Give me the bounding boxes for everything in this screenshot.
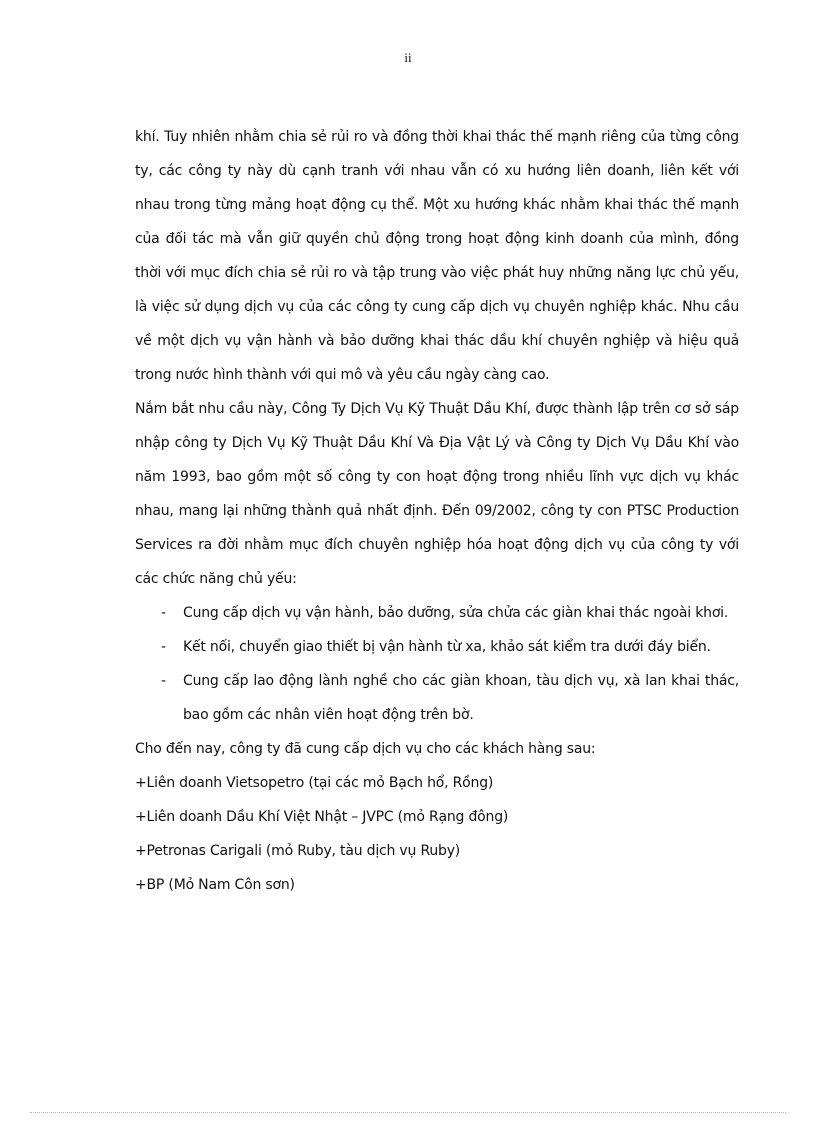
page-body bbox=[135, 120, 739, 902]
client-line: +Liên doanh Vietsopetro (tại các mỏ Bạch hổ, Rồng) bbox=[135, 775, 494, 791]
list-item bbox=[135, 630, 739, 664]
list-item-text: Kết nối, chuyển giao thiết bị vận hành từ xa, khảo sát kiểm tra dưới đáy biển. bbox=[183, 639, 711, 655]
list-item bbox=[135, 596, 739, 630]
page-bottom-border bbox=[30, 1112, 786, 1113]
paragraph-intro: khí. Tuy nhiên nhằm chia sẻ rủi ro và đồng thời khai thác thế mạnh riêng của từng công ty, các công ty này dù cạnh tranh với nhau vẫn có xu hướng liên doanh, liên kết với nhau trong từng mảng hoạt động cụ thể. Một xu hướng khác nhằm khai thác thế mạnh của đối tác mà vẫn giữ quyền chủ động trong hoạt động kinh doanh của mình, đồng thời với mục đích chia sẻ rủi ro và tập trung vào việc phát huy những năng lực chủ yếu, là việc sử dụng dịch vụ của các công ty cung cấp dịch vụ chuyên nghiệp khác. Nhu cầu về một dịch vụ vận hành và bảo dưỡng khai thác dầu khí chuyên nghiệp và hiệu quả trong nước hình thành với qui mô và yêu cầu ngày càng cao. bbox=[135, 129, 739, 383]
clients-intro: Cho đến nay, công ty đã cung cấp dịch vụ cho các khách hàng sau: bbox=[135, 741, 596, 757]
client-line: +Petronas Carigali (mỏ Ruby, tàu dịch vụ Ruby) bbox=[135, 843, 461, 859]
bullet-dash: - bbox=[161, 605, 166, 621]
page-number: ii bbox=[404, 50, 412, 65]
client-line: +BP (Mỏ Nam Côn sơn) bbox=[135, 877, 295, 893]
client-line: +Liên doanh Dầu Khí Việt Nhật – JVPC (mỏ Rạng đông) bbox=[135, 809, 509, 825]
paragraph-company-history: Nắm bắt nhu cầu này, Công Ty Dịch Vụ Kỹ Thuật Dầu Khí, được thành lập trên cơ sở sáp nhập công ty Dịch Vụ Kỹ Thuật Dầu Khí Và Địa Vật Lý và Công ty Dịch Vụ Dầu Khí vào năm 1993, bao gồm một số công ty con hoạt động trong nhiều lĩnh vực dịch vụ khác nhau, mang lại những thành quả nhất định. Đến 09/2002, công ty con PTSC Production Services ra đời nhằm mục đích chuyên nghiệp hóa hoạt động dịch vụ của công ty với các chức năng chủ yếu: bbox=[135, 401, 739, 587]
list-item bbox=[135, 664, 739, 732]
bullet-dash: - bbox=[161, 639, 166, 655]
functions-list bbox=[135, 596, 739, 732]
list-item-text: Cung cấp lao động lành nghề cho các giàn khoan, tàu dịch vụ, xà lan khai thác, bao gồm các nhân viên hoạt động trên bờ. bbox=[183, 673, 739, 723]
bullet-dash: - bbox=[161, 673, 166, 689]
list-item-text: Cung cấp dịch vụ vận hành, bảo dưỡng, sửa chửa các giàn khai thác ngoài khơi. bbox=[183, 605, 729, 621]
